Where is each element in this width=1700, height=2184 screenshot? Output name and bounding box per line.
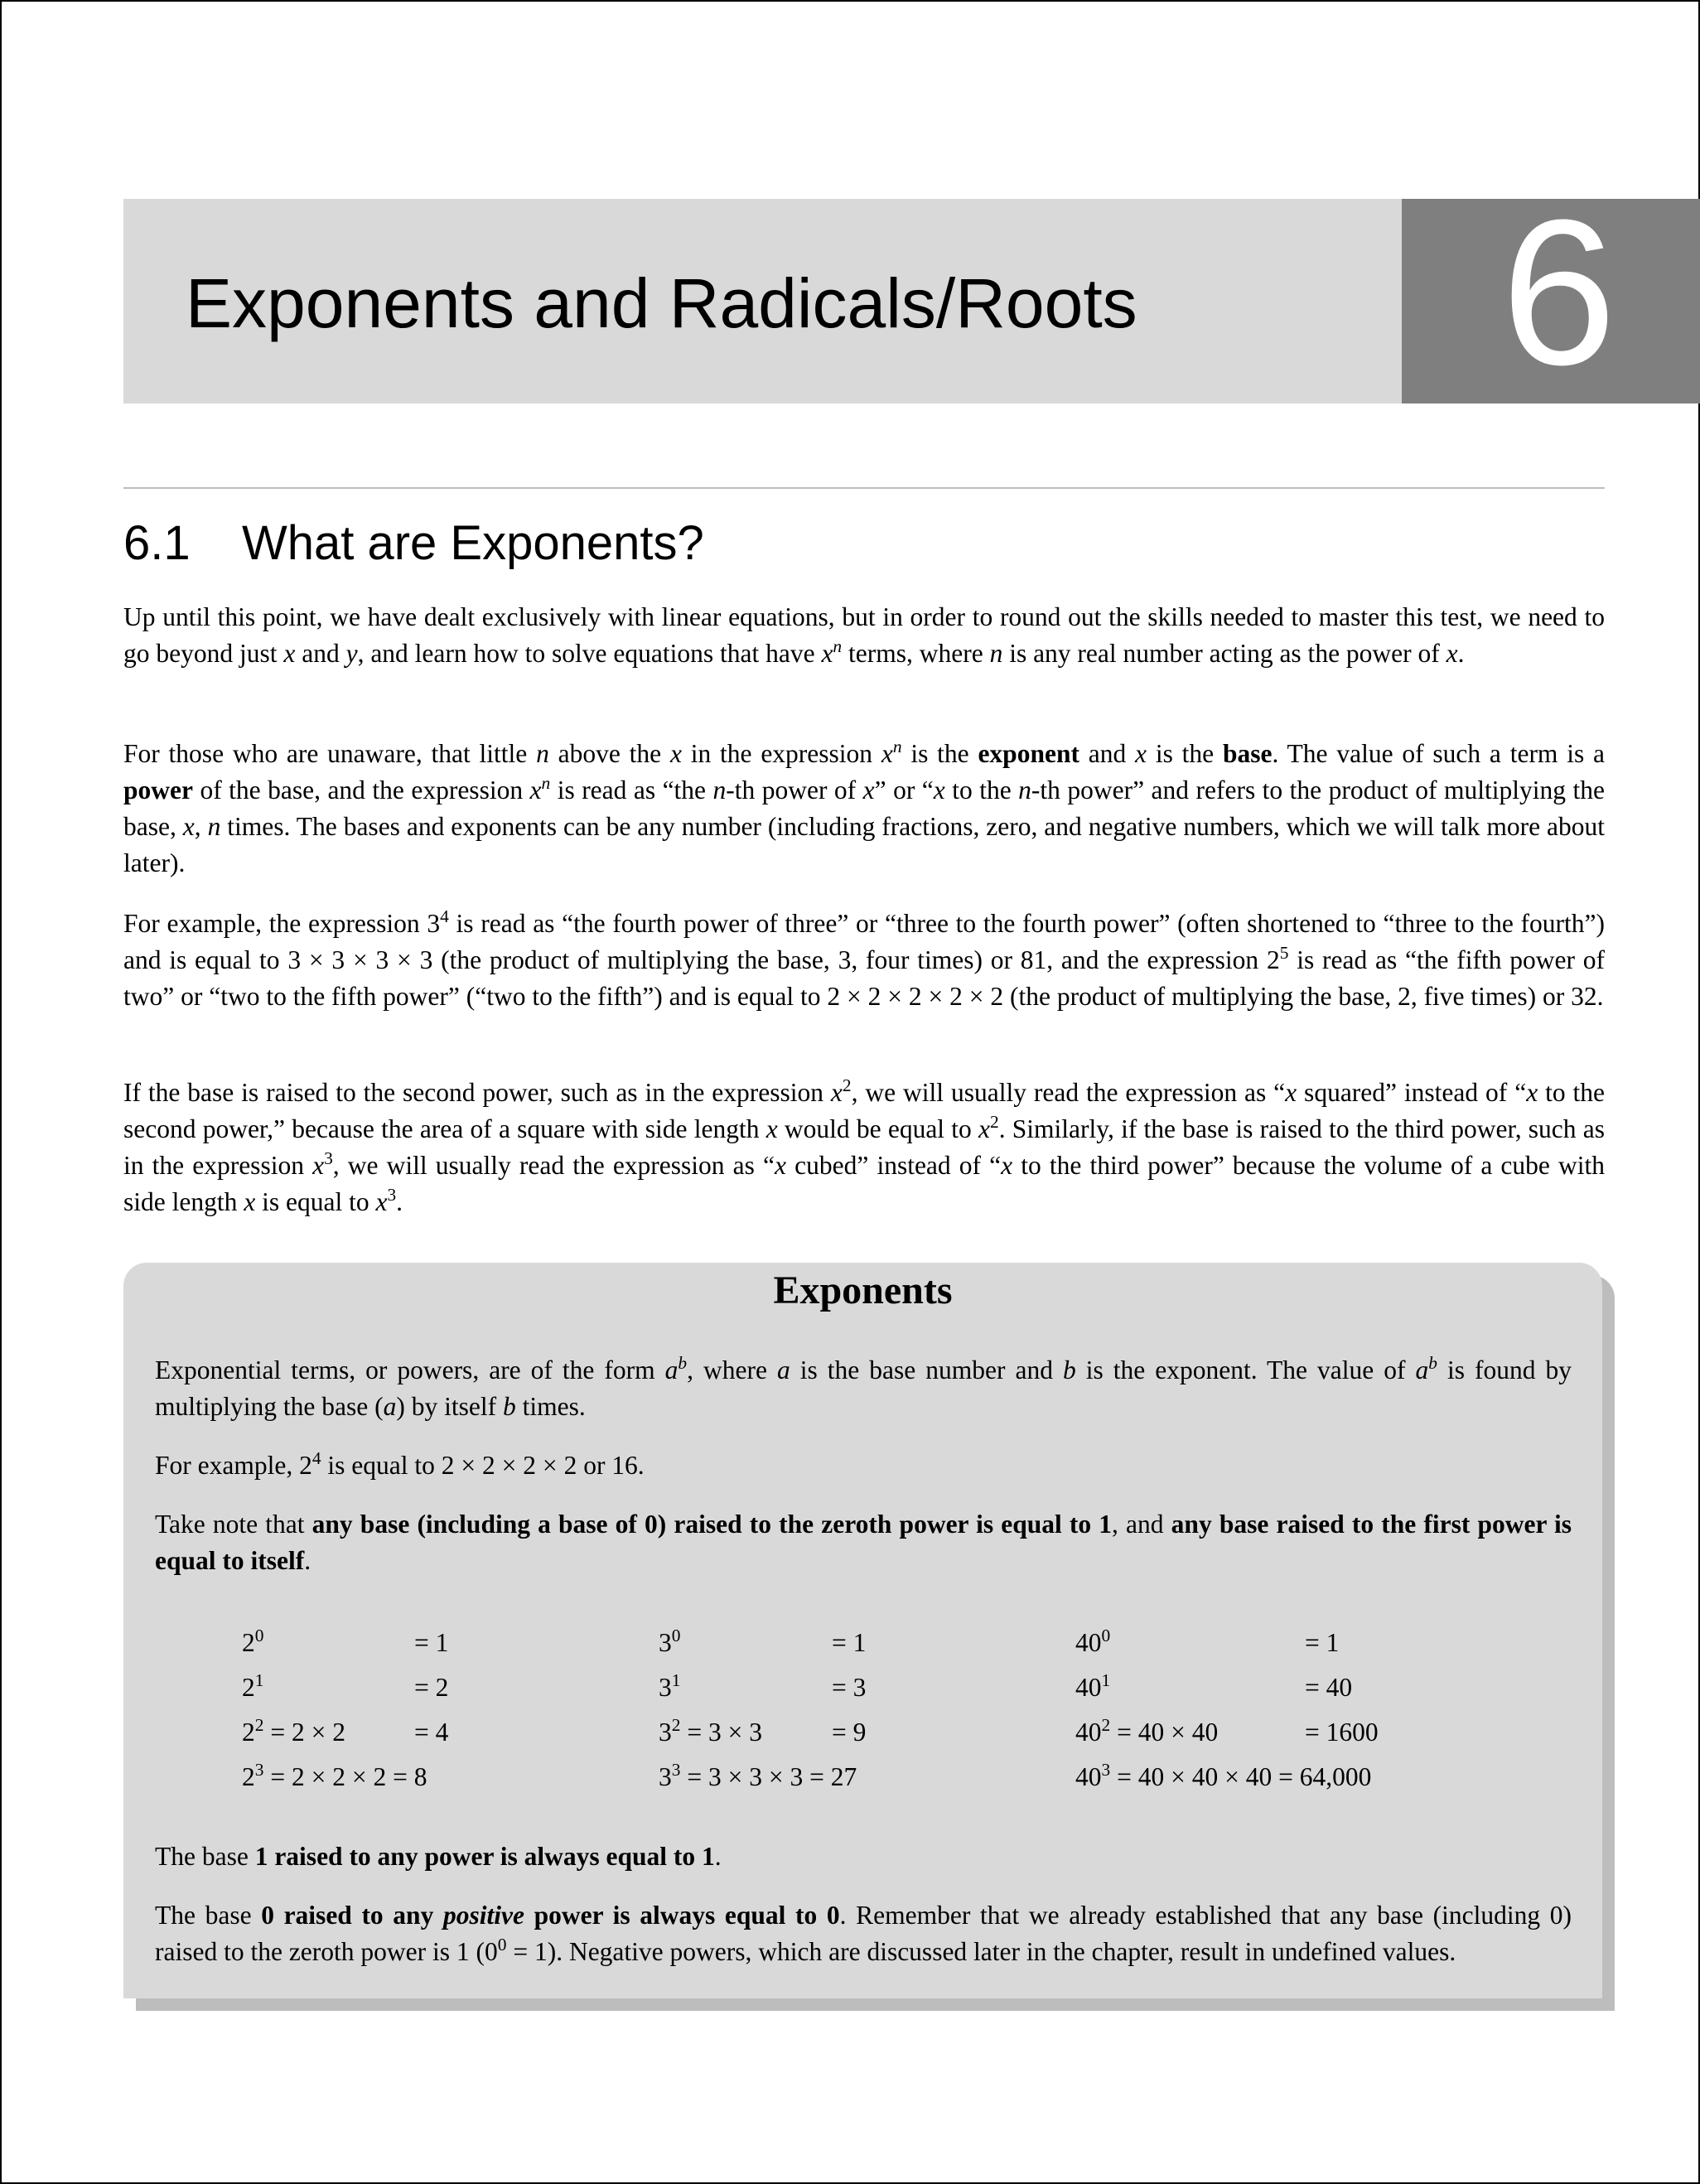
table-c2-r4-expr: $3^3 = 3 \times 3 \times 3 = 27$ — [659, 1760, 857, 1791]
box-paragraph-4: The base 1 raised to any power is always equal to 1. — [155, 1842, 722, 1871]
table-c1-r1-result: = 1 — [414, 1628, 449, 1657]
table-c1-r2-expr: $2^1$ — [242, 1670, 264, 1702]
exponents-box — [123, 1263, 1602, 1998]
chapter-header — [123, 199, 1402, 403]
chapter-number: 6 — [1501, 176, 1617, 408]
table-c2-r2-result: = 3 — [832, 1673, 867, 1702]
paragraph-3: For example, the expression $3^4$ is read as “the fourth power of three” or “three to the fourth power” (often shortened to “three to the fourth”) and is equal to 3 × 3 × 3 × 3 (the product of multiplying the base, 3, four times) or 81, and the expression $2^5$ is read as “the fifth power of two” or “two to the fifth power” (“two to the fifth”) and is equal to 2 × 2 × 2 × 2 × 2 (the product of multiplying the base, 2, five times) or 32. — [123, 906, 1606, 1011]
table-c3-r4-expr: $40^3 = 40 \times 40 \times 40 = 64,000$ — [1075, 1760, 1372, 1791]
paragraph-4: If the base is raised to the second power, such as in the expression $x^2$, we will usually read the expression as “x squared” instead of “x to the second power,” because the area of a square with side length x would be equal to $x^2$. Similarly, if the base is raised to the third power, such as in the expression $x^3$, we will usually read the expression as “x cubed” instead of “x to the third power” because the volume of a cube with side length x is equal to $x^3$. — [123, 1075, 1606, 1216]
section-number: 6.1 — [123, 516, 191, 570]
table-c3-r2-expr: $40^1$ — [1075, 1670, 1111, 1702]
chapter-number-tab — [1402, 176, 1700, 408]
table-c3-r1-expr: $40^0$ — [1075, 1626, 1111, 1657]
table-c2-r2-expr: $3^1$ — [659, 1670, 681, 1702]
table-c1-r4-expr: $2^3 = 2 \times 2 \times 2 = 8$ — [242, 1760, 427, 1791]
box-paragraph-1: Exponential terms, or powers, are of the form $a^b$, where a is the base number and b is the exponent. The value of $a^b$ is found by multiplying the base (a) by itself b times. — [155, 1353, 1572, 1421]
box-paragraph-5: The base 0 raised to any positive power is always equal to 0. Remember that we already established that any base (including 0) raised to the zeroth power is 1 $(0^0 = 1)$. Negative powers, which are discussed later in the chapter, result in undefined values. — [155, 1901, 1572, 1966]
table-c3-r1-result: = 1 — [1305, 1628, 1340, 1657]
section-divider — [123, 487, 1605, 489]
chapter-title: Exponents and Radicals/Roots — [186, 264, 1137, 342]
box-paragraph-2: For example, $2^4$ is equal to 2 × 2 × 2 × 2 or 16. — [155, 1448, 645, 1480]
table-c2-r3-result: = 9 — [832, 1718, 867, 1747]
paragraph-1: Up until this point, we have dealt exclusively with linear equations, but in order to round out the skills needed to master this test, we need to go beyond just x and y, and learn how to solve equations that have $x^n$ terms, where n is any real number acting as the power of x. — [123, 602, 1605, 668]
table-c1-r3-expr: $2^2 = 2 \times 2$ — [242, 1715, 345, 1747]
box-paragraph-3: Take note that any base (including a base of 0) raised to the zeroth power is equal to 1, and any base raised to the first power is equal to itself. — [155, 1510, 1572, 1575]
table-c3-r2-result: = 40 — [1305, 1673, 1353, 1702]
table-c1-r2-result: = 2 — [414, 1673, 449, 1702]
section-title: What are Exponents? — [242, 516, 704, 570]
table-c1-r3-result: = 4 — [414, 1718, 449, 1747]
table-c2-r1-result: = 1 — [832, 1628, 867, 1657]
table-c2-r1-expr: $3^0$ — [659, 1626, 681, 1657]
table-c1-r1-expr: $2^0$ — [242, 1626, 264, 1657]
table-c3-r3-result: = 1600 — [1305, 1718, 1379, 1747]
table-c2-r3-expr: $3^2 = 3 \times 3$ — [659, 1715, 762, 1747]
paragraph-2: For those who are unaware, that little n above the x in the expression $x^n$ is the exponent and x is the base. The value of such a term is a power of the base, and the expression $x^n$ is read as “the n-th power of x” or “x to the n-th power” and refers to the product of multiplying the base, x, n times. The bases and exponents can be any number (including fractions, zero, and negative numbers, which we will talk more about later). — [123, 737, 1606, 877]
table-c3-r3-expr: $40^2 = 40 \times 40$ — [1075, 1715, 1219, 1747]
box-title: Exponents — [773, 1268, 953, 1312]
section-heading — [123, 515, 704, 571]
